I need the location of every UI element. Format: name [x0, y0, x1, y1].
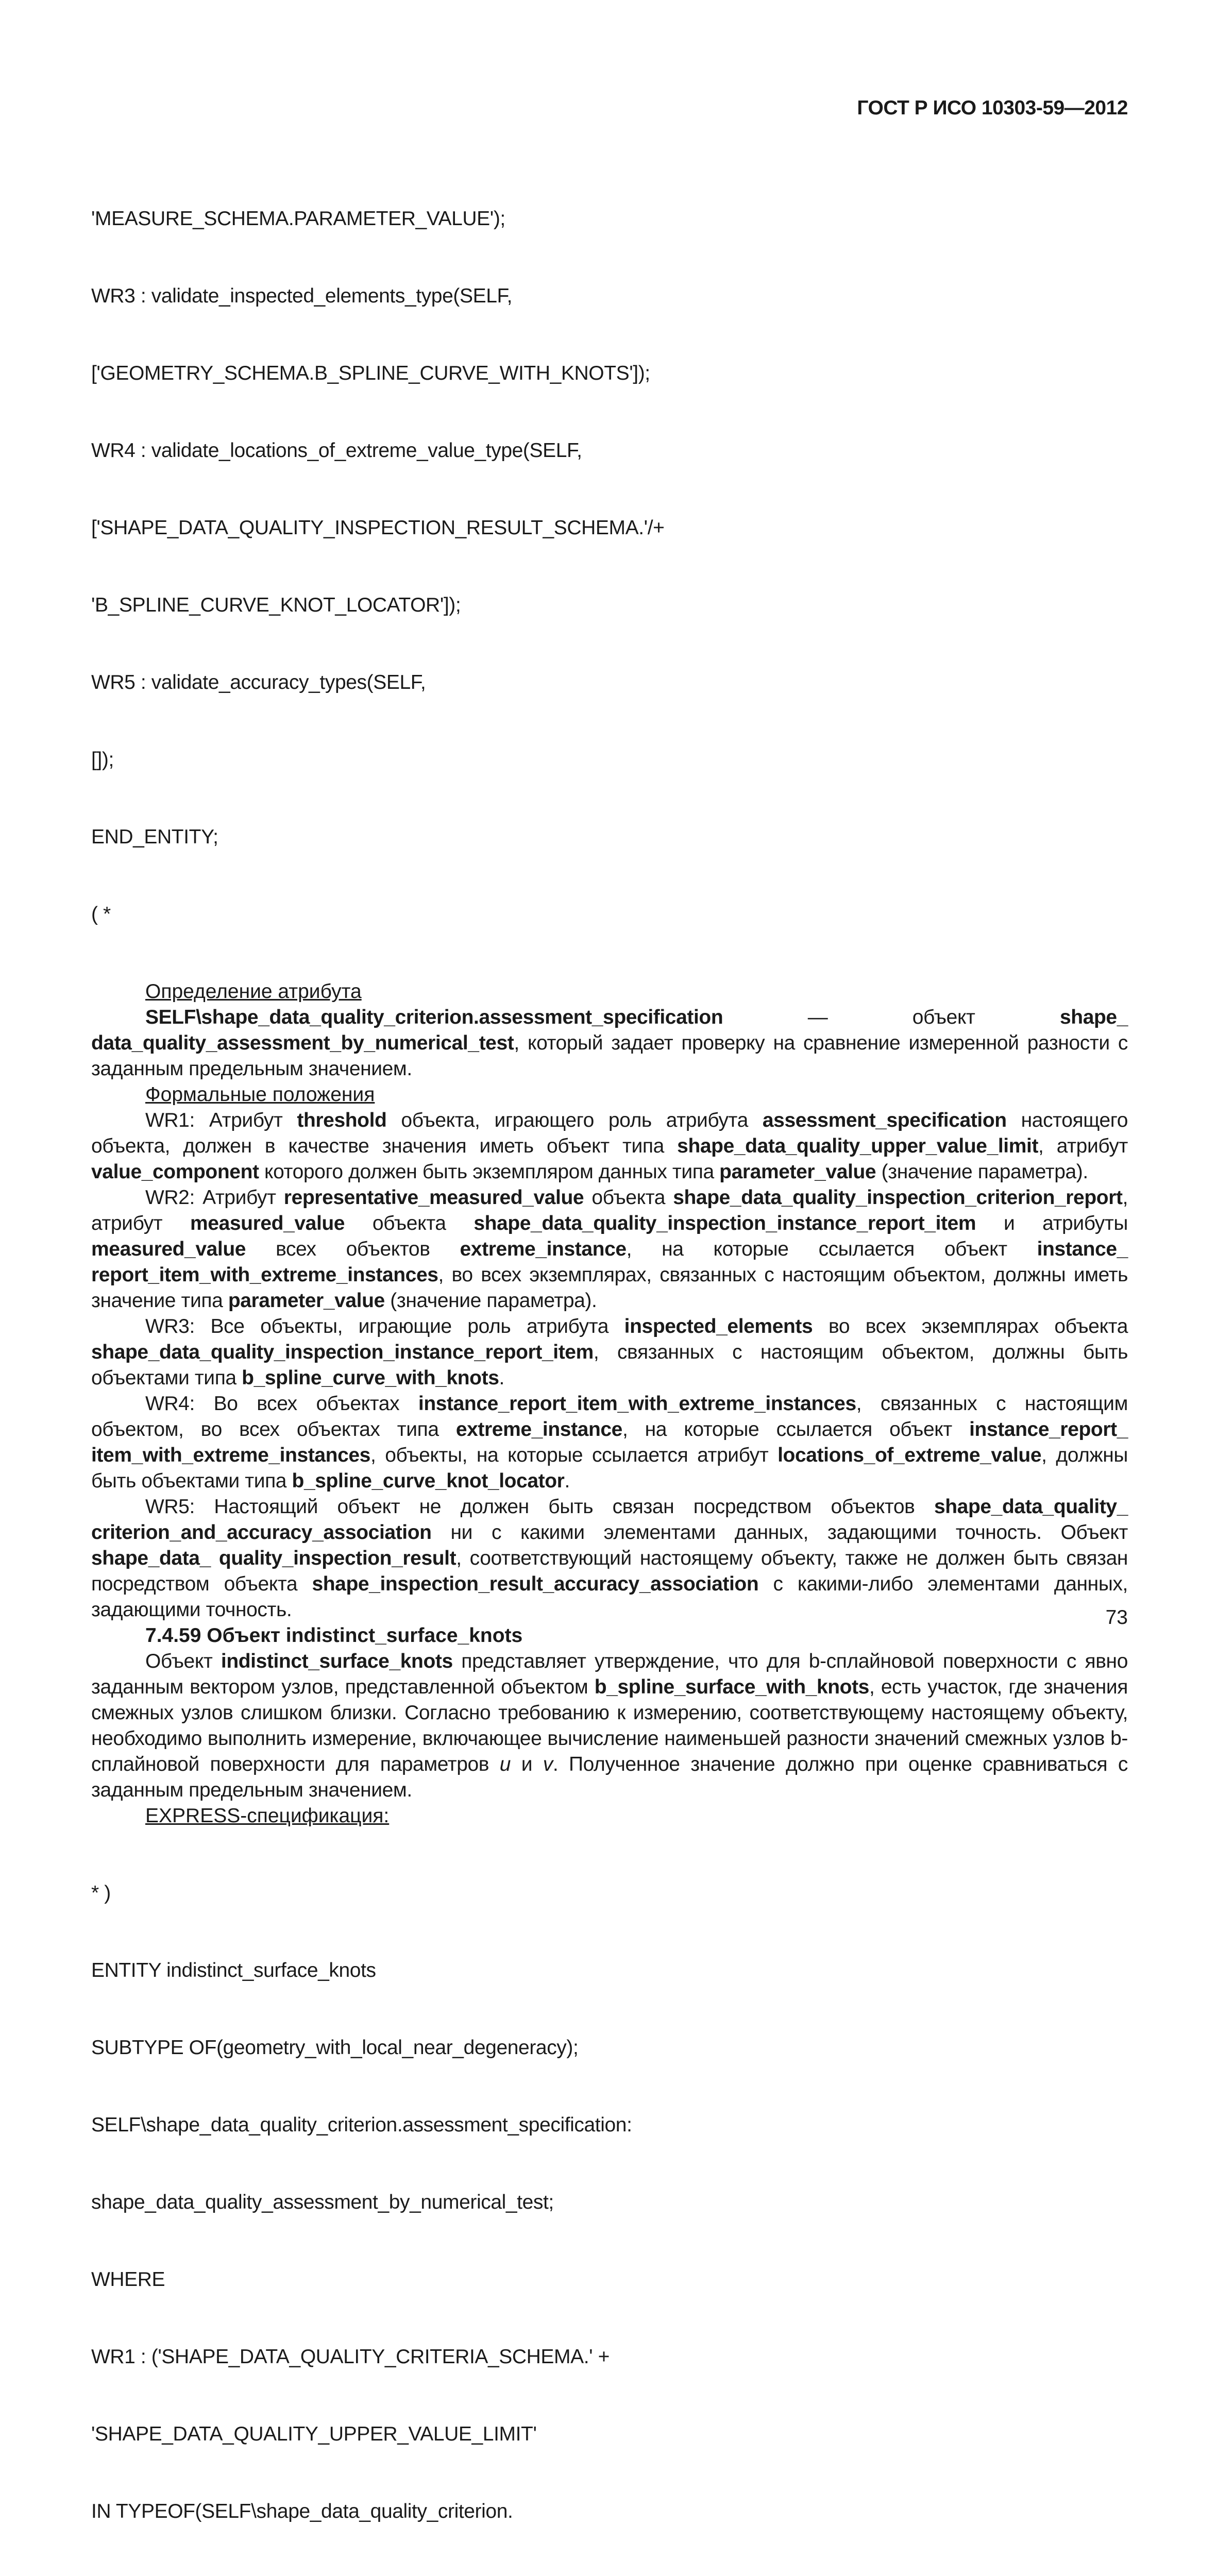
standard-header: ГОСТ Р ИСО 10303-59—2012 [857, 97, 1128, 119]
paragraph-attribute-definition: SELF\shape_data_quality_criterion.assessment_specification — объект shape_ data_quality_assessment_by_numerical_test, который задает проверку на сравнение измеренной разности с заданным предельным значением. [91, 1006, 1128, 1080]
section-heading: 7.4.59 Объект indistinct_surface_knots [145, 1624, 523, 1647]
code-line: shape_data_quality_assessment_by_numerical_test; [91, 2191, 554, 2213]
code-line: ( * [91, 903, 111, 925]
express-code-block-2 [91, 1829, 1128, 2576]
page-content [91, 155, 1128, 2576]
code-line: WR4 : validate_locations_of_extreme_value_type(SELF, [91, 439, 582, 462]
heading-formal-propositions: Формальные положения [145, 1083, 375, 1106]
paragraph-wr3: WR3: Все объекты, играющие роль атрибута inspected_elements во всех экземплярах объекта shape_data_quality_inspection_instance_report_item, связанных с настоящим объектом, должны быть объектами типа b_spline_curve_with_knots. [91, 1315, 1128, 1389]
heading-attribute-definition: Определение атрибута [145, 980, 362, 1003]
code-line: 'SHAPE_DATA_QUALITY_UPPER_VALUE_LIMIT' [91, 2423, 537, 2445]
code-line: 'B_SPLINE_CURVE_KNOT_LOCATOR']); [91, 594, 461, 616]
express-code-block-1 [91, 155, 1128, 979]
code-line: * ) [91, 1882, 111, 1904]
code-line: WR1 : ('SHAPE_DATA_QUALITY_CRITERIA_SCHEMA.' + [91, 2346, 610, 2368]
code-line: ['SHAPE_DATA_QUALITY_INSPECTION_RESULT_SCHEMA.'/+ [91, 517, 665, 539]
code-line: ['GEOMETRY_SCHEMA.B_SPLINE_CURVE_WITH_KNOTS']); [91, 362, 650, 384]
code-line: SUBTYPE OF(geometry_with_local_near_degeneracy); [91, 2037, 579, 2059]
heading-express-specification: EXPRESS-спецификация: [145, 1805, 390, 1827]
code-line: END_ENTITY; [91, 826, 218, 848]
paragraph-wr4: WR4: Во всех объектах instance_report_item_with_extreme_instances, связанных с настоящим объектом, во всех объектах типа extreme_instance, на которые ссылается объект instance_report_ item_with_extreme_instances, объекты, на которые ссылается атрибут locations_of_extreme_value, должны быть объектами типа b_spline_curve_knot_locator. [91, 1393, 1128, 1492]
paragraph-wr5: WR5: Настоящий объект не должен быть связан посредством объектов shape_data_quality_ criterion_and_accuracy_association ни с какими элементами данных, задающими точность. Объект shape_data_ quality_inspection_result, соответствующий настоящему объекту, также не должен быть связан посредством объекта shape_inspection_result_accuracy_association с какими-либо элементами данных, задающими точность. [91, 1496, 1128, 1621]
code-line: 'MEASURE_SCHEMA.PARAMETER_VALUE'); [91, 208, 505, 230]
code-line: []); [91, 749, 114, 771]
code-line: ENTITY indistinct_surface_knots [91, 1959, 376, 1981]
code-line: IN TYPEOF(SELF\shape_data_quality_criterion. [91, 2500, 513, 2522]
code-line: WR3 : validate_inspected_elements_type(SELF, [91, 285, 513, 307]
paragraph-wr1: WR1: Атрибут threshold объекта, играющего роль атрибута assessment_specification настоящего объекта, должен в качестве значения иметь объект типа shape_data_quality_upper_value_limit, атрибут value_component которого должен быть экземпляром данных типа parameter_value (значение параметра). [91, 1109, 1128, 1183]
code-line: WHERE [91, 2268, 165, 2291]
paragraph-section-description: Объект indistinct_surface_knots представляет утверждение, что для b-сплайновой поверхности с явно заданным вектором узлов, представленной объектом b_spline_surface_with_knots, есть участок, где значения смежных узлов слишком близки. Согласно требованию к измерению, соответствующему настоящему объекту, необходимо выполнить измерение, включающее вычисление наименьшей разности значений смежных узлов b-сплайновой поверхности для параметров u и v. Полученное значение должно при оценке сравниваться с заданным предельным значением. [91, 1650, 1128, 1801]
code-line: WR5 : validate_accuracy_types(SELF, [91, 671, 426, 693]
page-number: 73 [1105, 1606, 1128, 1629]
paragraph-wr2: WR2: Атрибут representative_measured_value объекта shape_data_quality_inspection_criterion_report, атрибут measured_value объекта shape_data_quality_inspection_instance_report_item и атрибуты measured_value всех объектов extreme_instance, на которые ссылается объект instance_ report_item_with_extreme_instances, во всех экземплярах, связанных с настоящим объектом, должны иметь значение типа parameter_value (значение параметра). [91, 1187, 1128, 1312]
code-line: SELF\shape_data_quality_criterion.assessment_specification: [91, 2114, 632, 2136]
